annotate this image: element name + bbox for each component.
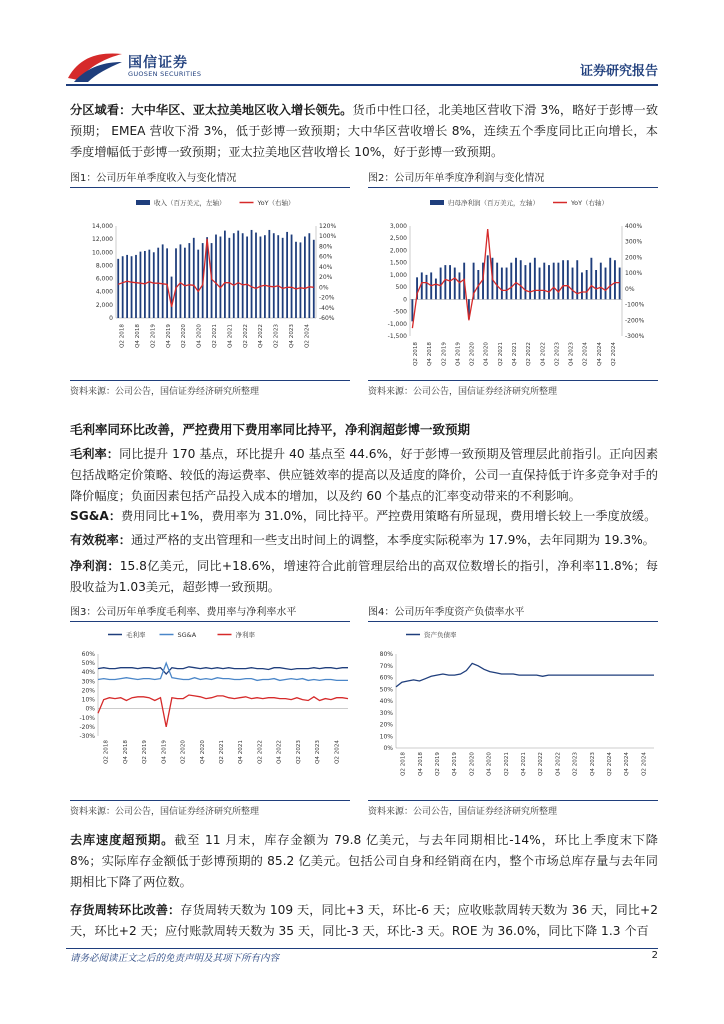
- data-bar: [313, 240, 315, 318]
- figure-4-source: 资料来源：公司公告，国信证券经济研究所整理: [368, 800, 658, 818]
- data-bar: [153, 252, 155, 318]
- data-bar: [117, 259, 119, 318]
- data-bar: [264, 235, 266, 318]
- x-tick-label: Q4 2024: [596, 342, 603, 366]
- x-tick-label: Q2 2024: [607, 752, 613, 776]
- x-tick-label: Q2 2019: [441, 342, 448, 366]
- y-tick-label-right: 80%: [319, 243, 333, 251]
- data-bar: [520, 260, 522, 299]
- data-bar: [435, 279, 437, 300]
- paragraph-text: 15.8亿美元，同比+18.6%，增速符合此前管理层给出的高双位数增长的指引，净利率11.8%；每股收益为1.03美元，超彭博一致预期。: [70, 559, 659, 594]
- figure-3-title: 图3：公司历年单季度毛利率、费用率与净利率水平: [70, 604, 350, 622]
- y-tick-label-right: 60%: [319, 253, 333, 261]
- y-tick-label-right: -200%: [625, 317, 645, 325]
- data-bar: [543, 263, 545, 300]
- x-tick-label: Q4 2018: [122, 740, 129, 764]
- x-tick-label: Q2 2023: [273, 324, 280, 348]
- figure-3-source: 资料来源：公司公告，国信证券经济研究所整理: [70, 800, 350, 818]
- y-tick-label: -20%: [79, 723, 95, 731]
- y-tick-label-left: 2,500: [389, 235, 407, 243]
- y-tick-label-left: 8,000: [95, 262, 113, 270]
- data-bar: [304, 237, 306, 318]
- paragraph-tax-rate: [70, 530, 658, 551]
- y-tick-label-left: 4,000: [95, 288, 113, 296]
- data-bar: [548, 265, 550, 299]
- y-tick-label: 10%: [81, 696, 95, 704]
- data-bar: [619, 268, 621, 300]
- data-bar: [581, 272, 583, 299]
- paragraph-inventory: [70, 830, 658, 893]
- x-tick-label: Q2 2020: [180, 740, 187, 764]
- x-tick-label: Q2 2020: [181, 324, 188, 348]
- figure-1-source: 资料来源：公司公告，国信证券经济研究所整理: [70, 380, 350, 398]
- data-bar: [233, 233, 235, 318]
- footer-divider: [66, 948, 658, 949]
- data-bar: [459, 272, 461, 299]
- x-tick-label: Q2 2024: [304, 324, 311, 348]
- y-tick-label-right: -60%: [319, 315, 335, 322]
- paragraph-turnover: [70, 900, 658, 942]
- x-tick-label: Q2 2021: [503, 752, 510, 776]
- data-bar: [295, 242, 297, 318]
- x-tick-label: Q4 2020: [196, 324, 203, 348]
- x-tick-label: Q4 2018: [135, 324, 142, 348]
- paragraph-lead: 去库速度超预期。: [70, 833, 175, 847]
- y-tick-label: 60%: [379, 674, 393, 682]
- x-tick-label: Q4 2020: [486, 752, 493, 776]
- data-bar: [605, 268, 607, 300]
- y-tick-label: -30%: [79, 733, 95, 740]
- x-tick-label: Q2 2019: [150, 324, 157, 348]
- x-tick-label: Q4 2018: [427, 342, 434, 366]
- paragraph-lead: 分区域看：大中华区、亚太拉美地区收入增长领先。: [70, 103, 353, 117]
- legend-label: SG&A: [177, 631, 197, 639]
- legend-swatch: [430, 200, 444, 205]
- x-tick-label: Q4 2023: [568, 342, 575, 366]
- data-bar: [242, 233, 244, 318]
- y-tick-label-right: 200%: [625, 254, 643, 262]
- data-bar: [171, 277, 173, 318]
- y-tick-label: 10%: [379, 733, 393, 741]
- x-tick-label: Q2 2021: [497, 342, 504, 366]
- data-bar: [268, 230, 270, 318]
- y-tick-label-left: 2,000: [95, 301, 113, 309]
- legend-label: 净利率: [235, 631, 255, 639]
- paragraph-lead: SG&A：: [70, 509, 122, 523]
- chart-svg: [70, 624, 350, 784]
- y-tick-label-left: -1,500: [387, 333, 407, 340]
- y-tick-label-left: -500: [393, 308, 407, 316]
- x-tick-label: Q4 2019: [161, 740, 168, 764]
- legend-swatch: [136, 200, 150, 205]
- x-tick-label: Q4 2020: [199, 740, 206, 764]
- data-bar: [496, 263, 498, 300]
- x-tick-label: Q4 2024: [624, 752, 631, 776]
- paragraph-lead: 存货周转环比改善：: [70, 903, 181, 917]
- paragraph-net-profit: [70, 556, 658, 598]
- x-tick-label: Q4 2020: [483, 342, 490, 366]
- y-tick-label: 50%: [81, 660, 95, 668]
- figure-2-title: 图2：公司历年单季度净利润与变化情况: [368, 170, 658, 188]
- data-bar: [255, 233, 257, 318]
- data-bar: [595, 270, 597, 299]
- data-bar: [444, 265, 446, 299]
- paragraph-gross-margin: [70, 444, 658, 507]
- report-type-label: 证券研究报告: [579, 64, 658, 79]
- data-bar: [553, 263, 555, 300]
- data-bar: [224, 231, 226, 318]
- y-tick-label-right: -300%: [625, 333, 645, 340]
- chart-svg: [70, 190, 350, 366]
- x-tick-label: Q4 2022: [540, 342, 547, 366]
- y-tick-label-left: 0: [403, 296, 407, 304]
- data-bar: [454, 268, 456, 300]
- y-tick-label: 80%: [379, 651, 393, 658]
- paragraph-text: 同比提升 170 基点，环比提升 40 基点至 44.6%，好于彭博一致预期及管理层此前指引。正向因素包括战略定价策略、较低的海运费率、供应链效率的提高以及适度的降价，公司一直保持低于许多竞争对手的降价幅度；负面因素包括产品投入成本的增加，以及约 60 个基点的汇率变动带来的不利影响。: [70, 447, 659, 503]
- data-bar: [273, 233, 275, 318]
- y-tick-label: 0%: [85, 705, 95, 713]
- y-tick-label: 70%: [379, 662, 393, 670]
- y-tick-label-left: 14,000: [92, 223, 113, 230]
- data-bar: [175, 248, 177, 318]
- figure-4-title: 图4：公司历年季度资产负债率水平: [368, 604, 658, 622]
- x-tick-label: Q2 2021: [219, 740, 225, 764]
- data-bar: [609, 258, 611, 300]
- y-tick-label-right: 120%: [319, 223, 337, 230]
- x-tick-label: Q2 2022: [526, 342, 533, 366]
- data-bar: [251, 230, 253, 318]
- y-tick-label: 20%: [81, 687, 95, 695]
- paragraph-text: 截至 11 月末，库存金额为 79.8 亿美元，与去年同期相比-14%，环比上季度末下降 8%；实际库存金额低于彭博预期的 85.2 亿美元。包括公司自身和经销商在内，整个市场总库存量与去年同期相比下降了两位数。: [70, 833, 658, 889]
- x-tick-label: Q4 2021: [238, 740, 245, 764]
- y-tick-label-right: 0%: [319, 284, 329, 292]
- data-bar: [590, 258, 592, 300]
- y-tick-label-right: 400%: [625, 223, 643, 230]
- data-bar: [126, 255, 128, 318]
- y-tick-label: 40%: [379, 698, 393, 705]
- x-tick-label: Q2 2024: [582, 342, 589, 366]
- x-tick-label: Q2 2018: [103, 740, 110, 764]
- x-tick-label: Q2 2018: [119, 324, 126, 348]
- data-bar: [193, 238, 195, 318]
- legend-label: YoY（右轴）: [257, 199, 295, 207]
- y-tick-label-right: -100%: [625, 301, 645, 309]
- x-tick-label: Q2 2023: [572, 752, 579, 776]
- series-line: [98, 663, 348, 680]
- data-bar: [411, 299, 413, 321]
- data-bar: [260, 237, 262, 318]
- data-bar: [539, 268, 541, 300]
- y-tick-label: 20%: [379, 721, 393, 729]
- data-bar: [166, 248, 168, 318]
- data-bar: [131, 256, 133, 318]
- guosen-logo: [66, 46, 206, 86]
- x-tick-label: Q2 2024: [610, 342, 617, 366]
- y-tick-label-left: 2,000: [389, 247, 407, 255]
- data-bar: [562, 260, 564, 299]
- disclaimer-note: 请务必阅读正文之后的免责声明及其项下所有内容: [70, 953, 280, 964]
- figure-1-title: 图1：公司历年单季度收入与变化情况: [70, 170, 350, 188]
- y-tick-label-left: 1,000: [389, 271, 407, 279]
- header-divider: [66, 84, 658, 86]
- legend-label: 收入（百万美元，左轴）: [154, 199, 226, 207]
- data-bar: [122, 256, 124, 318]
- y-tick-label: 30%: [379, 709, 393, 717]
- figure-2-source: 资料来源：公司公告，国信证券经济研究所整理: [368, 380, 658, 398]
- data-bar: [220, 237, 222, 318]
- x-tick-label: Q2 2018: [400, 752, 407, 776]
- series-line: [98, 695, 348, 727]
- data-bar: [308, 233, 310, 318]
- figure-1-revenue-chart: [70, 190, 350, 366]
- x-tick-label: Q4 2023: [288, 324, 295, 348]
- logo-swoosh-icon: [66, 48, 124, 84]
- x-tick-label: Q2 2023: [554, 342, 561, 366]
- x-tick-label: Q2 2019: [435, 752, 441, 776]
- figure-2-net-profit-chart: [368, 190, 658, 366]
- logo-english-name: GUOSEN SECURITIES: [128, 70, 202, 78]
- y-tick-label-right: 300%: [625, 238, 643, 246]
- x-tick-label: Q4 2019: [455, 342, 462, 366]
- x-tick-label: Q4 2022: [258, 324, 265, 348]
- y-tick-label-right: 100%: [625, 270, 643, 278]
- y-tick-label: 30%: [81, 678, 95, 686]
- x-tick-label: Q2 2019: [142, 740, 149, 764]
- data-bar: [501, 268, 503, 300]
- data-bar: [510, 263, 512, 300]
- page-header: [66, 46, 658, 86]
- logo-chinese-name: 国信证券: [128, 55, 188, 71]
- y-tick-label-right: 100%: [319, 233, 337, 241]
- x-tick-label: Q4 2023: [589, 752, 596, 776]
- paragraph-text: 通过严格的支出管理和一些支出时间上的调整，本季度实际税率为 17.9%，去年同期为 19.3%。: [130, 533, 655, 547]
- paragraph-sga: [70, 506, 658, 527]
- x-tick-label: Q2 2024: [334, 740, 341, 764]
- data-bar: [148, 250, 150, 318]
- x-tick-label: Q4 2021: [512, 342, 518, 366]
- y-tick-label: 0%: [383, 745, 393, 752]
- x-tick-label: Q2 2020: [469, 342, 476, 366]
- y-tick-label: 60%: [81, 651, 95, 658]
- y-tick-label-right: 20%: [319, 274, 333, 282]
- data-bar: [144, 251, 146, 318]
- data-bar: [449, 265, 451, 299]
- x-tick-label: Q2 2021: [212, 324, 218, 348]
- data-bar: [228, 238, 230, 318]
- data-bar: [277, 235, 279, 318]
- y-tick-label-right: -40%: [319, 304, 335, 312]
- x-tick-label: Q4 2021: [227, 324, 234, 348]
- legend-label: YoY（右轴）: [571, 199, 609, 207]
- data-bar: [286, 232, 288, 318]
- page-number: 2: [651, 950, 658, 961]
- data-bar: [586, 270, 588, 299]
- paragraph-text: 费用同比+1%，费用率为 31.0%，同比持平。严控费用策略有所显现，费用增长较上一季度放缓。: [121, 509, 657, 523]
- figure-4-debt-ratio-chart: [368, 624, 658, 784]
- paragraph-lead: 毛利率：: [70, 447, 120, 461]
- data-bar: [440, 268, 442, 300]
- data-bar: [180, 244, 182, 318]
- legend-label: 毛利率: [126, 631, 146, 639]
- data-bar: [487, 255, 489, 299]
- data-bar: [282, 238, 284, 318]
- data-bar: [184, 248, 186, 318]
- x-tick-label: Q4 2022: [276, 740, 283, 764]
- y-tick-label-left: 500: [395, 284, 407, 292]
- y-tick-label-left: 12,000: [92, 236, 113, 244]
- x-tick-label: Q4 2022: [555, 752, 562, 776]
- legend-label: 归母净利润（百万美元，左轴）: [448, 199, 539, 207]
- paragraph-regions: [70, 100, 658, 163]
- data-bar: [291, 235, 293, 318]
- y-tick-label-right: -20%: [319, 294, 335, 302]
- chart-svg: [368, 624, 658, 784]
- y-tick-label-left: 6,000: [95, 275, 113, 283]
- x-tick-label: Q4 2019: [452, 752, 459, 776]
- data-bar: [197, 250, 199, 318]
- y-tick-label-left: 3,000: [389, 223, 407, 230]
- data-bar: [188, 243, 190, 318]
- data-bar: [572, 268, 574, 300]
- y-tick-label-left: -1,000: [387, 320, 407, 328]
- x-tick-label: Q4 2018: [417, 752, 424, 776]
- data-bar: [524, 265, 526, 299]
- data-bar: [534, 258, 536, 300]
- y-tick-label-right: 40%: [319, 263, 333, 271]
- paragraph-text: 货币中性口径，北美地区营收下滑 3%，略好于彭博一致预期； EMEA 营收下滑 3%，低于彭博一致预期；大中华区营收增长 8%，连续五个季度同比正向增长，本季度增幅低于彭博一致预期；亚太拉美地区营收增长 10%，好于彭博一致预期。: [70, 103, 659, 159]
- x-tick-label: Q4 2023: [315, 740, 322, 764]
- series-line: [98, 667, 348, 674]
- paragraph-text: 存货周转天数为 109 天，同比+3 天，环比-6 天；应收账款周转天数为 36 天，同比+2 天，环比+2 天；应付账款周转天数为 35 天，同比-3 天，环比-3 天。ROE 为 36.0%，同比下降 1.3 个百: [70, 903, 658, 938]
- x-tick-label: Q2 2024: [641, 752, 648, 776]
- paragraph-lead: 净利润：: [70, 559, 120, 573]
- data-bar: [557, 263, 559, 300]
- data-bar: [246, 237, 248, 318]
- x-tick-label: Q2 2022: [257, 740, 264, 764]
- data-bar: [529, 263, 531, 300]
- legend-label: 资产负债率: [424, 631, 457, 639]
- y-tick-label: 50%: [379, 686, 393, 694]
- data-bar: [135, 255, 137, 318]
- figure-3-margin-chart: [70, 624, 350, 784]
- x-tick-label: Q4 2019: [165, 324, 172, 348]
- data-bar: [237, 231, 239, 318]
- x-tick-label: Q2 2023: [295, 740, 302, 764]
- y-tick-label: 40%: [81, 669, 95, 677]
- data-bar: [567, 260, 569, 299]
- data-bar: [162, 244, 164, 318]
- data-bar: [506, 268, 508, 300]
- y-tick-label-left: 10,000: [92, 249, 113, 257]
- y-tick-label: -10%: [79, 714, 95, 722]
- x-tick-label: Q2 2020: [469, 752, 476, 776]
- paragraph-lead: 有效税率：: [70, 533, 131, 547]
- x-tick-label: Q2 2022: [242, 324, 249, 348]
- data-bar: [300, 242, 302, 318]
- data-bar: [426, 275, 428, 299]
- chart-svg: [368, 190, 658, 366]
- y-tick-label-left: 0: [109, 315, 113, 322]
- section-subheading: 毛利率同环比改善，严控费用下费用率同比持平，净利润超彭博一致预期: [70, 422, 471, 437]
- data-bar: [614, 260, 616, 299]
- x-tick-label: Q2 2022: [538, 752, 545, 776]
- data-bar: [215, 235, 217, 318]
- data-bar: [140, 252, 142, 318]
- data-bar: [421, 272, 423, 299]
- x-tick-label: Q4 2021: [521, 752, 527, 776]
- data-bar: [515, 258, 517, 300]
- y-tick-label-left: 1,500: [389, 259, 407, 267]
- data-bar: [600, 263, 602, 300]
- series-line: [396, 663, 654, 687]
- y-tick-label-right: 0%: [625, 285, 635, 293]
- x-tick-label: Q2 2018: [413, 342, 420, 366]
